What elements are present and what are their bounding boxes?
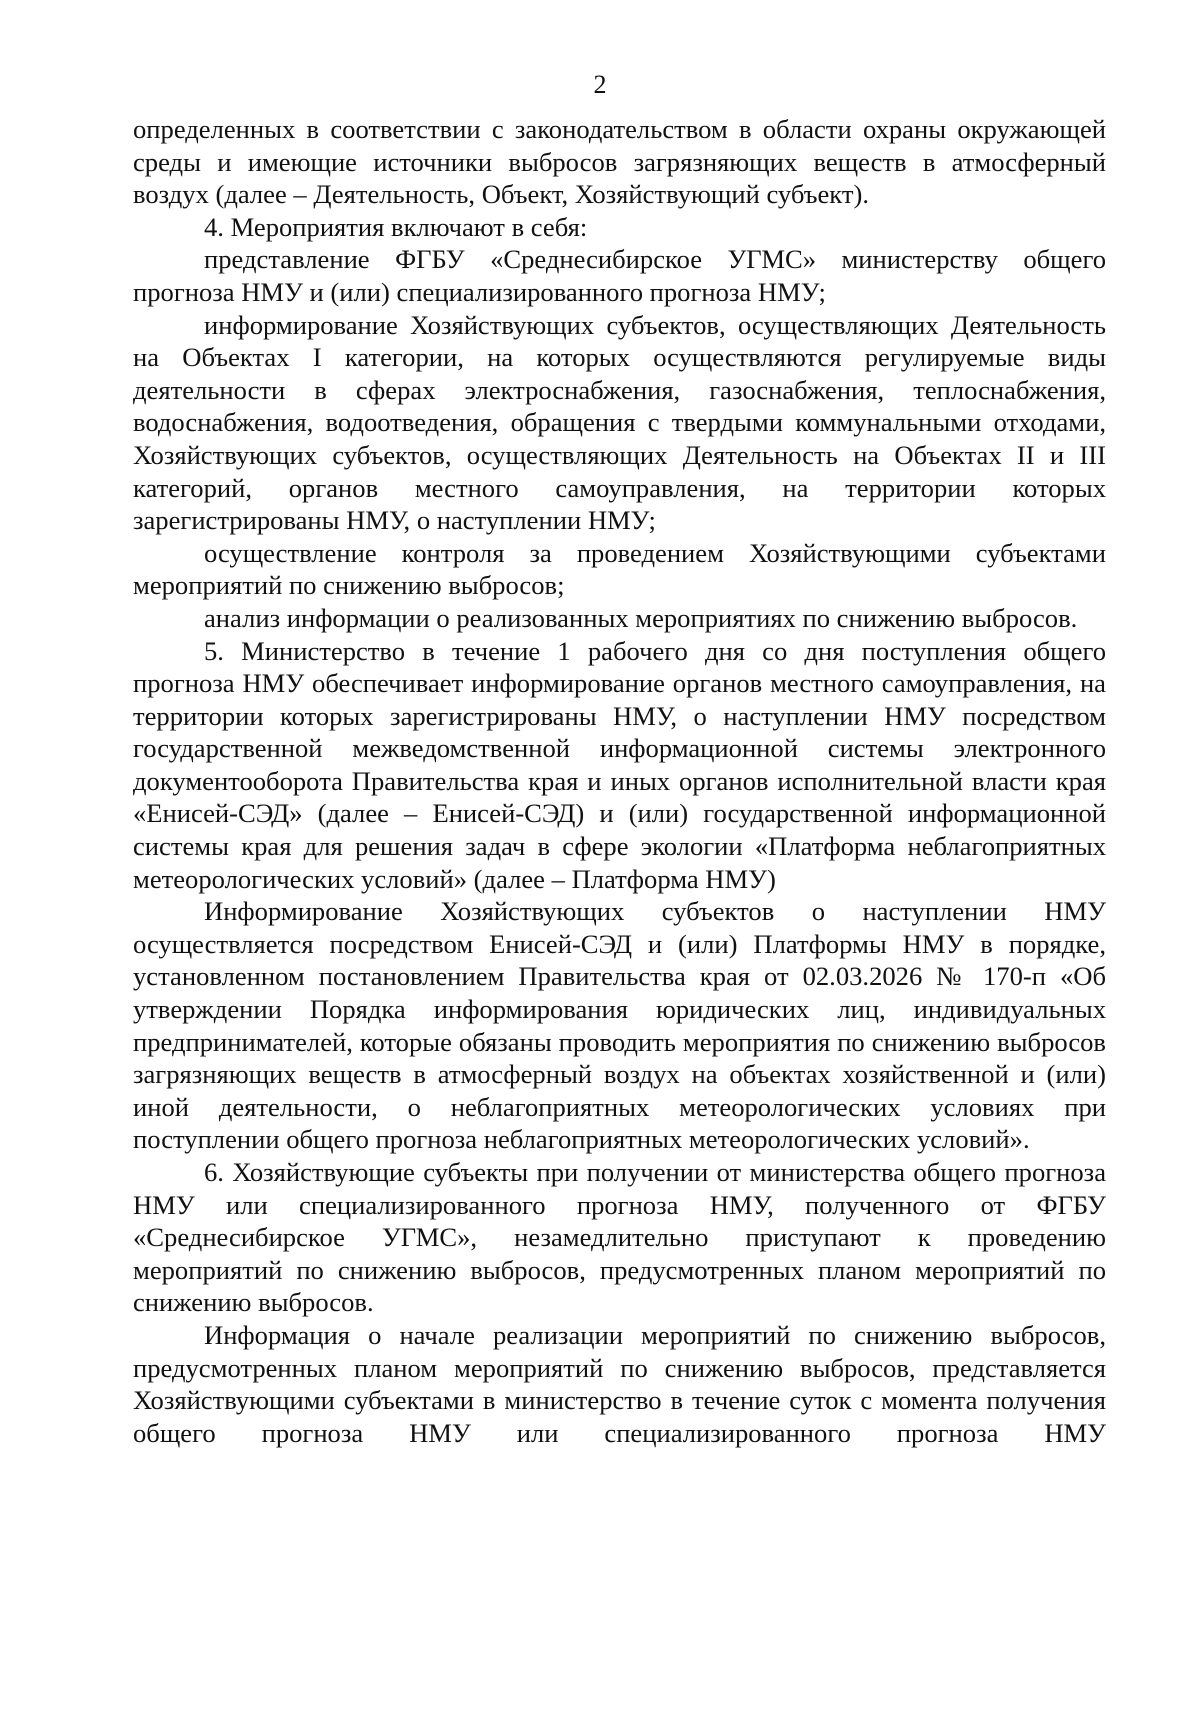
paragraph-item-4-informing: информирование Хозяйствующих субъектов, осуществляющих Деятельность на Объектах I категории, на которых осуществляются регулируемые виды деятельности в сферах электроснабжения, газоснабжения, теплоснабжения, водоснабжения, водоотведения, обращения с твердыми коммунальными отходами, Хозяйствующих субъектов, осуществляющих Деятельность на Объектах II и III категорий, органов местного самоуправления, на территории которых зарегистрированы НМУ, о наступлении НМУ; (133, 309, 1106, 536)
page-number: 2 (593, 70, 607, 99)
paragraph-item-4-analysis: анализ информации о реализованных мероприятиях по снижению выбросов. (204, 602, 1078, 633)
paragraph-item-5: 5. Министерство в течение 1 рабочего дня со дня поступления общего прогноза НМУ обеспечивает информирование органов местного самоуправления, на территории которых зарегистрированы НМУ, о наступлении НМУ посредством государственной межведомственной информационной системы электронного документооборота Правительства края и иных органов исполнительной власти края «Енисей-СЭД» (далее – Енисей-СЭД) и (или) государственной информационной системы края для решения задач в сфере экологии «Платформа неблагоприятных метеорологических условий» (далее – Платформа НМУ) (133, 635, 1106, 894)
paragraph-item-5-informing: Информирование Хозяйствующих субъектов о наступлении НМУ осуществляется посредством Енисей-СЭД и (или) Платформы НМУ в порядке, установленном постановлением Правительства края от 02.03.2026 № 170-п «Об утверждении Порядка информирования юридических лиц, индивидуальных предпринимателей, которые обязаны проводить мероприятия по снижению выбросов загрязняющих веществ в атмосферный воздух на объектах хозяйственной и (или) иной деятельности, о неблагоприятных метеорологических условиях при поступлении общего прогноза неблагоприятных метеорологических условий». (133, 896, 1106, 1155)
paragraph-item-4-forecast: представление ФГБУ «Среднесибирское УГМС» министерству общего прогноза НМУ и (или) специализированного прогноза НМУ; (133, 244, 1106, 307)
paragraph-item-6: 6. Хозяйствующие субъекты при получении от министерства общего прогноза НМУ или специализированного прогноза НМУ, полученного от ФГБУ «Среднесибирское УГМС», незамедлительно приступают к проведению мероприятий по снижению выбросов, предусмотренных планом мероприятий по снижению выбросов. (133, 1157, 1106, 1318)
paragraph-item-4-control: осуществление контроля за проведением Хозяйствующими субъектами мероприятий по снижению выбросов; (133, 537, 1106, 601)
paragraph-continuation: определенных в соответствии с законодательством в области охраны окружающей среды и имеющие источники выбросов загрязняющих веществ в атмосферный воздух (далее – Деятельность, Объект, Хозяйствующий субъект). (133, 114, 1106, 210)
paragraph-item-4: 4. Мероприятия включают в себя: (204, 211, 588, 242)
document-body (133, 113, 1106, 1449)
paragraph-item-6-information: Информация о начале реализации мероприятий по снижению выбросов, предусмотренных планом мероприятий по снижению выбросов, представляется Хозяйствующими субъектами в министерство в течение суток с момента получения общего прогноза НМУ или специализированного прогноза НМУ (133, 1319, 1106, 1448)
